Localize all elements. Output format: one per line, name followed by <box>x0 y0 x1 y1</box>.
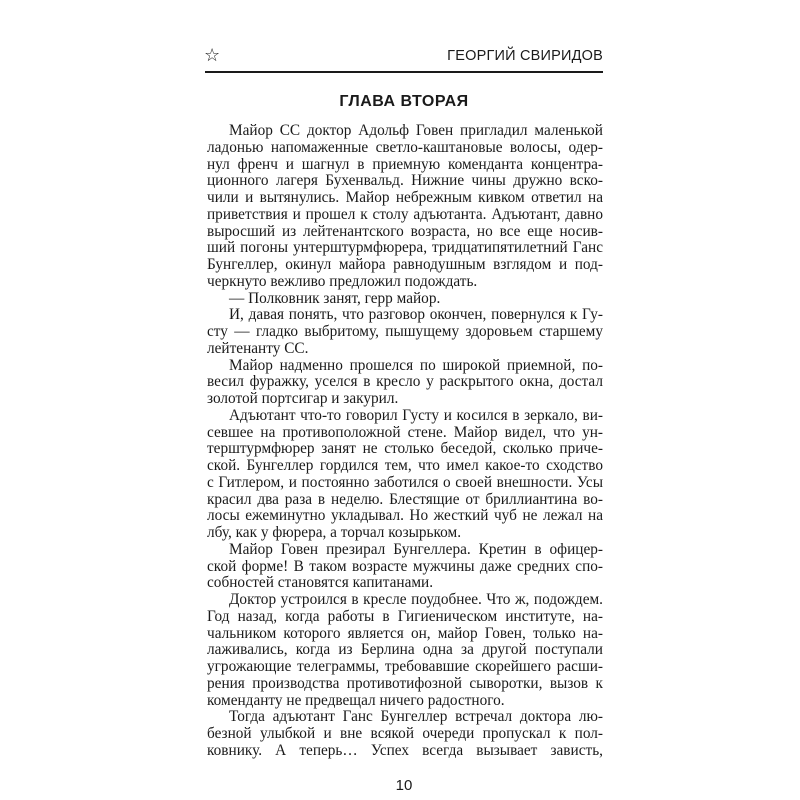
text-line: безной улыбкой и вне всякой очереди пропускал к пол- <box>207 725 603 742</box>
text-line: ционного лагеря Бухенвальд. Нижние чины дружно вско- <box>207 172 603 190</box>
text-line: ладонью напомаженные светло-каштановые волосы, одер- <box>207 138 603 156</box>
text-line: лейтенанту СС. <box>207 339 309 357</box>
text-line: с Гитлером, и постоянно заботился о своей внешности. Усы <box>207 473 603 491</box>
text-line: Бунгеллер, окинул майора равнодушным взглядом и под- <box>207 256 603 273</box>
text-line: лосы ежеминутно укладывал. Но жесткий чуб не лежал на <box>207 507 603 525</box>
text-line: Доктор устроился в кресле поудобнее. Что ж, подождем. <box>229 591 603 608</box>
text-line: И, давая понять, что разговор окончен, повернулся к Гу- <box>229 306 603 324</box>
text-line: ской. Бунгеллер гордился тем, что имел какое-то сходство <box>207 457 603 474</box>
text-line: выросший из лейтенантского возраста, но все еще носив- <box>207 222 603 240</box>
text-line: красил два раза в неделю. Блестящие от бриллиантина во- <box>207 490 603 508</box>
text-line: черкнуто вежливо предложил подождать. <box>207 272 478 290</box>
text-line: Год назад, когда работы в Гигиеническом институте, на- <box>207 607 603 625</box>
text-line: севшее на противоположной стене. Майор видел, что ун- <box>207 423 603 441</box>
text-line: ший погоны унтерштурмфюрера, тридцатипятилетний Ганс <box>207 239 603 257</box>
text-line: лбу, как у фюрера, а торчал козырьком. <box>207 524 462 541</box>
text-line: рения производства противотифозной сыворотки, вызов к <box>207 674 603 692</box>
text-line: приветствия и прошел к столу адъютанта. Адъютант, давно <box>207 205 603 223</box>
text-line: коменданту не предвещал ничего радостного. <box>207 691 505 709</box>
page-number: 10 <box>395 777 413 794</box>
text-line: терштурмфюрер занят не столько беседой, сколько приче- <box>207 440 603 458</box>
text-line: чальником которого является он, майор Говен, только на- <box>207 624 603 642</box>
text-line: Майор СС доктор Адольф Говен пригладил маленькой <box>229 122 603 139</box>
star-outline-icon: ☆ <box>204 45 221 66</box>
text-line: Адъютант что-то говорил Густу и косился в зеркало, ви- <box>229 406 603 424</box>
text-line: весил фуражку, уселся в кресло у раскрытого окна, достал <box>207 373 603 391</box>
text-line: Майор Говен презирал Бунгеллера. Кретин в офицер- <box>229 540 603 558</box>
text-line: нул френч и шагнул в приемную коменданта концентра- <box>207 155 603 173</box>
text-line: лаживались, когда из Берлина одна за другой поступали <box>207 641 603 659</box>
running-header-author: ГЕОРГИЙ СВИРИДОВ <box>447 48 603 64</box>
text-line: угрожающие телеграммы, требовавшие скорейшего расши- <box>207 658 603 675</box>
text-line: — Полковник занят, герр майор. <box>229 289 441 307</box>
chapter-title: ГЛАВА ВТОРАЯ <box>339 93 469 110</box>
body-text <box>207 123 603 760</box>
text-line: сту — гладко выбритому, пышущему здоровьем старшему <box>207 323 603 340</box>
text-line: собностей становятся капитанами. <box>207 574 434 592</box>
text-line: золотой портсигар и закурил. <box>207 390 399 407</box>
text-line: Майор надменно прошелся по широкой приемной, по- <box>229 356 603 374</box>
text-line: ковнику. А теперь… Успех всегда вызывает зависть, <box>207 741 603 759</box>
text-line: ской форме! В таком возрасте мужчины даже средних спо- <box>207 557 603 575</box>
text-line: чили и вытянулись. Майор небрежным кивком ответил на <box>207 189 603 206</box>
header-rule <box>205 71 603 73</box>
text-line: Тогда адъютант Ганс Бунгеллер встречал доктора лю- <box>229 708 603 726</box>
